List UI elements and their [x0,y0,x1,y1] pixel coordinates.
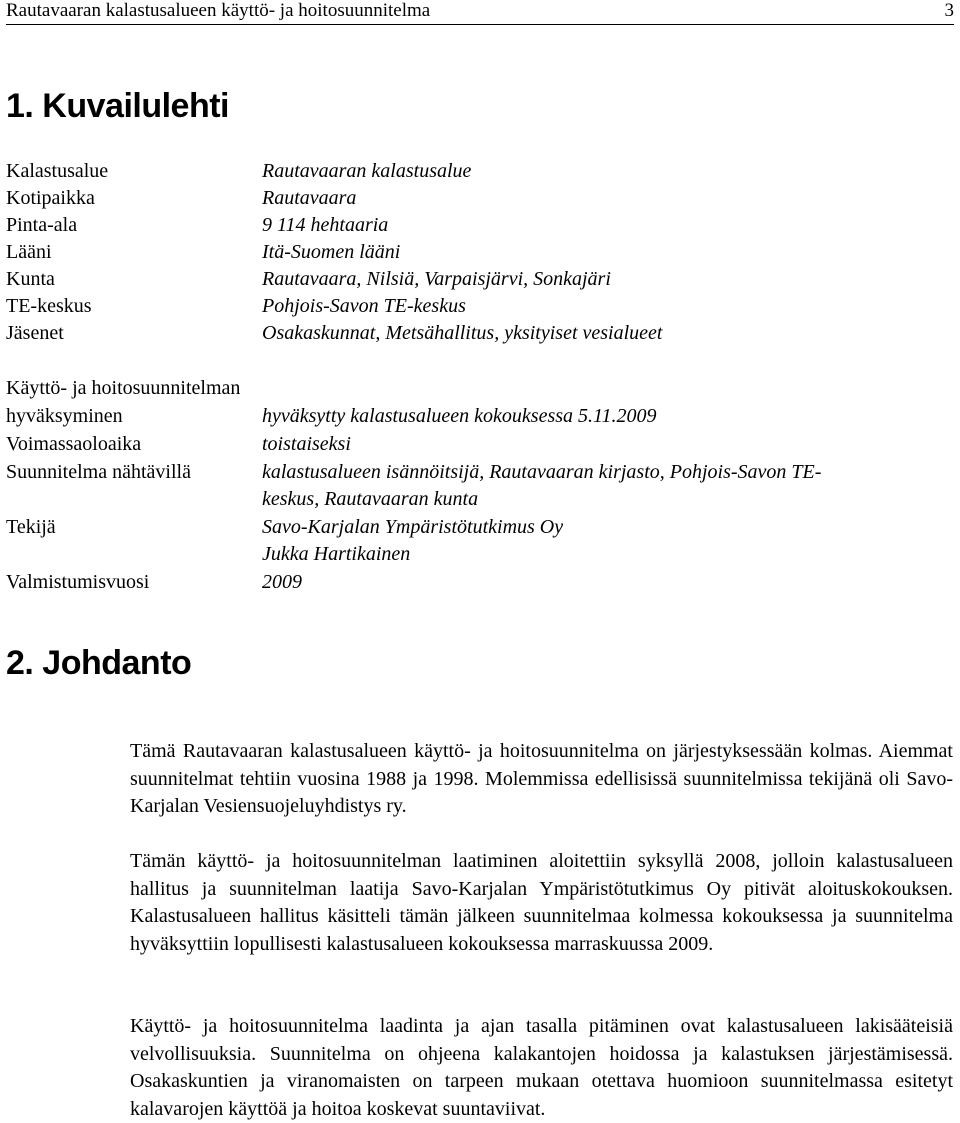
approval-value: hyväksytty kalastusalueen kokouksessa 5.11.2009 [262,405,657,427]
year-value: 2009 [262,571,302,593]
author-value-line2: Jukka Hartikainen [262,543,411,565]
section-heading-kuvailulehti: 1. Kuvailulehti [6,87,229,125]
header-divider [6,24,954,25]
validity-label: Voimassaoloaika [6,433,142,455]
intro-paragraph-3: Käyttö- ja hoitosuunnitelma laadinta ja ajan tasalla pitäminen ovat kalastusalueen lakisääteisiä velvollisuuksia. Suunnitelma on ohjeena kalakantojen hoidossa ja kalastuksen järjestämisessä. Osakaskuntien ja viranomaisten on tarpeen mukaan otettava huomioon suunnitelmassa esitetyt kalavarojen käyttöä ja hoitoa koskevat suuntaviivat. [130,1015,953,1120]
page-header [6,0,954,26]
info-value: Pohjois-Savon TE-keskus [262,295,466,317]
page-number: 3 [944,0,954,21]
info-label: Pinta-ala [6,214,78,236]
intro-paragraph-1: Tämä Rautavaaran kalastusalueen käyttö- ja hoitosuunnitelma on järjestyksessään kolmas. Aiemmat suunnitelmat tehtiin vuosina 1988 ja 1998. Molemmissa edellisissä suunnitelmissa tekijänä oli Savo-Karjalan Vesiensuojeluyhdistys ry. [130,740,953,817]
approval-label-line1: Käyttö- ja hoitosuunnitelman [6,377,241,399]
display-label: Suunnitelma nähtävillä [6,461,191,483]
approval-label-line2: hyväksyminen [6,405,123,427]
info-value: 9 114 hehtaaria [262,214,389,236]
info-label: Jäsenet [6,322,64,344]
section-heading-johdanto: 2. Johdanto [6,644,192,682]
info-label: Kotipaikka [6,187,95,209]
info-value: Rautavaaran kalastusalue [262,160,472,182]
info-value: Itä-Suomen lääni [262,241,401,263]
info-value: Rautavaara, Nilsiä, Varpaisjärvi, Sonkajäri [262,268,611,290]
info-value: Osakaskunnat, Metsähallitus, yksityiset vesialueet [262,322,663,344]
info-label: Lääni [6,241,52,263]
display-value-line2: keskus, Rautavaaran kunta [262,488,479,510]
author-label: Tekijä [6,516,56,538]
document-title: Rautavaaran kalastusalueen käyttö- ja hoitosuunnitelma [6,0,431,21]
year-label: Valmistumisvuosi [6,571,150,593]
info-label: TE-keskus [6,295,92,317]
author-value-line1: Savo-Karjalan Ympäristötutkimus Oy [262,516,564,538]
info-label: Kunta [6,268,55,290]
info-label: Kalastusalue [6,160,109,182]
validity-value: toistaiseksi [262,433,351,455]
display-value-line1: kalastusalueen isännöitsijä, Rautavaaran kirjasto, Pohjois-Savon TE- [262,461,822,483]
intro-paragraph-2: Tämän käyttö- ja hoitosuunnitelman laatiminen aloitettiin syksyllä 2008, jolloin kalastusalueen hallitus ja suunnitelman laatija Savo-Karjalan Ympäristötutkimus Oy pitivät aloituskokouksen. Kalastusalueen hallitus käsitteli tämän jälkeen suunnitelmaa kolmessa kokouksessa ja suunnitelma hyväksyttiin lopullisesti kalastusalueen kokouksessa marraskuussa 2009. [130,850,953,955]
info-value: Rautavaara [262,187,357,209]
